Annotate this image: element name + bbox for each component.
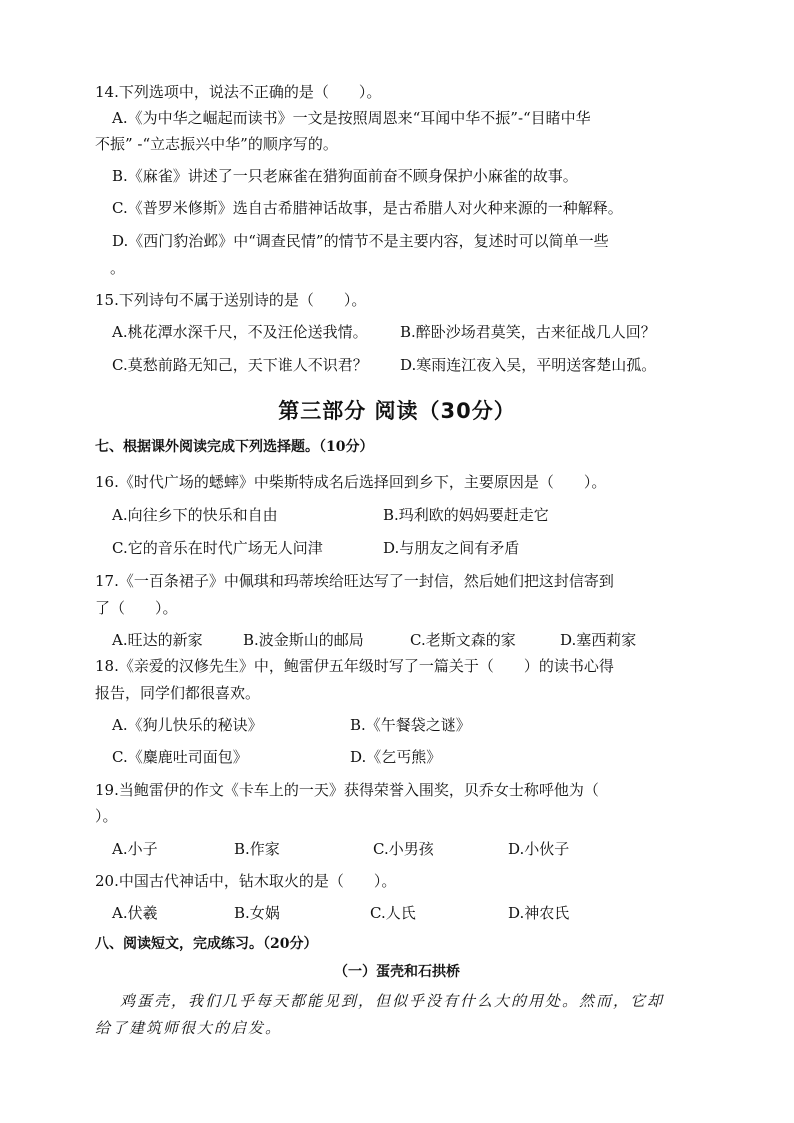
q17-option-d: D.塞西莉家 [560, 631, 637, 649]
q18-option-c: C.《麋鹿吐司面包》 [112, 748, 248, 766]
q14-option-a: A.《为中华之崛起而读书》一文是按照周恩来“耳闻中华不振”-“目睹中华 [112, 109, 591, 127]
q19-option-c: C.小男孩 [373, 840, 434, 858]
q15-option-c: C.莫愁前路无知己，天下谁人不识君？ [112, 356, 368, 374]
q18-option-a: A.《狗儿快乐的秘诀》 [112, 716, 263, 734]
q18-stem-cont: 报告，同学们都很喜欢。 [95, 684, 261, 702]
q16-stem: 16.《时代广场的蟋蟀》中柴斯特成名后选择回到乡下，主要原因是（ ）。 [95, 473, 607, 491]
q20-option-b: B.女娲 [234, 904, 280, 922]
q14-stem: 14.下列选项中，说法不正确的是（ ）。 [95, 83, 382, 101]
q14-option-d: D.《西门豹治邺》中“调查民情”的情节不是主要内容，复述时可以简单一些 [112, 232, 609, 250]
q19-stem-cont: ）。 [95, 807, 118, 825]
q16-option-b: B.玛利欧的妈妈要赶走它 [383, 506, 549, 524]
q14-option-a-cont: 不振” -“立志振兴中华”的顺序写的。 [95, 135, 338, 153]
q16-option-a: A.向往乡下的快乐和自由 [112, 506, 278, 524]
q15-option-b: B.醉卧沙场君莫笑，古来征战几人回？ [400, 323, 656, 341]
section7-title: 七、根据课外阅读完成下列选择题。（10分） [95, 439, 374, 455]
q18-stem: 18.《亲爱的汉修先生》中，鲍雷伊五年级时写了一篇关于（ ）的读书心得 [95, 657, 614, 675]
q17-stem: 17.《一百条裙子》中佩琪和玛蒂埃给旺达写了一封信，然后她们把这封信寄到 [95, 572, 614, 590]
q19-option-a: A.小子 [112, 840, 158, 858]
q20-stem: 20.中国古代神话中，钻木取火的是（ ）。 [95, 872, 397, 890]
q15-option-d: D.寒雨连江夜入吴，平明送客楚山孤。 [400, 356, 657, 374]
q19-stem: 19.当鲍雷伊的作文《卡车上的一天》获得荣誉入围奖，贝乔女士称呼他为（ [95, 781, 599, 799]
passage-title: （一）蛋壳和石拱桥 [334, 964, 460, 980]
section8-title: 八、阅读短文，完成练习。（20分） [95, 936, 318, 952]
q15-stem: 15.下列诗句不属于送别诗的是（ ）。 [95, 291, 367, 309]
q16-option-d: D.与朋友之间有矛盾 [383, 539, 520, 557]
q17-stem-cont: 了（ ）。 [95, 599, 178, 617]
q16-option-c: C.它的音乐在时代广场无人问津 [112, 539, 323, 557]
q20-option-a: A.伏羲 [112, 904, 158, 922]
q15-option-a: A.桃花潭水深千尺，不及汪伦送我情。 [112, 323, 368, 341]
q20-option-d: D.神农氏 [508, 904, 570, 922]
q14-option-d-cont: 。 [110, 259, 126, 277]
passage-line-1: 鸡蛋壳，我们几乎每天都能见到，但似乎没有什么大的用处。然而，它却 [120, 992, 665, 1010]
passage-line-2: 给了建筑师很大的启发。 [95, 1019, 283, 1037]
q18-option-b: B.《午餐袋之谜》 [350, 716, 471, 734]
q17-option-c: C.老斯文森的家 [410, 631, 516, 649]
part3-title: 第三部分 阅读（30分） [278, 399, 516, 423]
q14-option-b: B.《麻雀》讲述了一只老麻雀在猎狗面前奋不顾身保护小麻雀的故事。 [112, 167, 578, 185]
q14-option-c: C.《普罗米修斯》选自古希腊神话故事，是古希腊人对火种来源的一种解释。 [112, 199, 623, 217]
q18-option-d: D.《乞丐熊》 [350, 748, 442, 766]
q17-option-b: B.波金斯山的邮局 [243, 631, 364, 649]
q20-option-c: C.人氏 [370, 904, 416, 922]
q19-option-b: B.作家 [234, 840, 280, 858]
q19-option-d: D.小伙子 [508, 840, 570, 858]
q17-option-a: A.旺达的新家 [112, 631, 203, 649]
